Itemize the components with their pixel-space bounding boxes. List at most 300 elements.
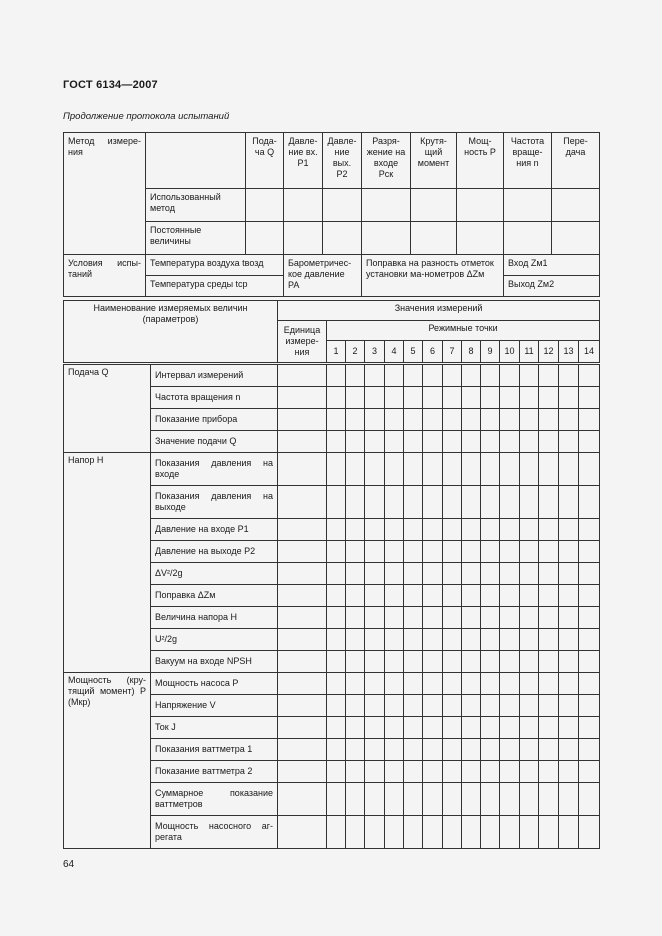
parameter-label: Частота вращения n — [151, 387, 278, 409]
value-cell — [327, 585, 346, 607]
value-cell — [327, 761, 346, 783]
value-cell — [462, 431, 481, 453]
value-cell — [385, 673, 404, 695]
value-cell — [481, 431, 500, 453]
value-cell — [520, 519, 539, 541]
value-cell — [462, 365, 481, 387]
value-cell — [423, 486, 443, 519]
value-cell — [365, 453, 385, 486]
value-cell — [481, 486, 500, 519]
value-cell — [559, 486, 579, 519]
value-cell — [365, 607, 385, 629]
value-cell — [423, 453, 443, 486]
parameter-label: Мощность насоса P — [151, 673, 278, 695]
value-cell — [500, 607, 520, 629]
value-cell — [365, 651, 385, 673]
value-cell — [346, 431, 365, 453]
value-cell — [443, 563, 462, 585]
value-cell — [539, 519, 559, 541]
value-cell — [539, 486, 559, 519]
value-cell — [443, 761, 462, 783]
value-cell — [423, 607, 443, 629]
value-cell — [443, 431, 462, 453]
value-cell — [327, 486, 346, 519]
value-cell — [327, 816, 346, 849]
value-cell — [559, 607, 579, 629]
value-cell — [462, 695, 481, 717]
value-cell — [404, 541, 423, 563]
parameter-label: Интервал измерений — [151, 365, 278, 387]
value-cell — [423, 651, 443, 673]
unit-cell — [278, 387, 327, 409]
value-cell — [500, 739, 520, 761]
value-cell — [346, 761, 365, 783]
unit-cell — [278, 629, 327, 651]
value-cell — [443, 739, 462, 761]
value-cell — [500, 519, 520, 541]
value-cell — [520, 409, 539, 431]
group-label: Напор H — [64, 453, 151, 673]
value-cell — [327, 563, 346, 585]
unit-cell — [278, 453, 327, 486]
mode-point-11: 11 — [520, 341, 539, 363]
value-cell — [443, 816, 462, 849]
unit-cell — [278, 519, 327, 541]
value-cell — [327, 739, 346, 761]
value-cell — [559, 783, 579, 816]
z-in: Вход Zм1 — [504, 255, 600, 276]
unit-cell — [278, 486, 327, 519]
unit-cell — [278, 739, 327, 761]
value-cell — [579, 563, 600, 585]
value-cell — [481, 365, 500, 387]
value-cell — [385, 519, 404, 541]
unit-cell — [278, 761, 327, 783]
value-cell — [404, 651, 423, 673]
value-cell — [423, 541, 443, 563]
unit-cell — [278, 607, 327, 629]
value-cell — [579, 607, 600, 629]
value-cell — [462, 541, 481, 563]
value-cell — [500, 431, 520, 453]
value-cell — [327, 409, 346, 431]
value-cell — [443, 629, 462, 651]
value-cell — [385, 651, 404, 673]
value-cell — [559, 453, 579, 486]
unit-cell — [278, 783, 327, 816]
value-cell — [443, 486, 462, 519]
value-cell — [559, 409, 579, 431]
value-cell — [462, 629, 481, 651]
value-cell — [481, 816, 500, 849]
value-cell — [500, 585, 520, 607]
value-cell — [404, 629, 423, 651]
value-cell — [500, 717, 520, 739]
value-cell — [385, 453, 404, 486]
value-cell — [404, 409, 423, 431]
mode-point-13: 13 — [559, 341, 579, 363]
unit-cell — [278, 717, 327, 739]
value-cell — [404, 453, 423, 486]
value-cell — [346, 585, 365, 607]
value-cell — [462, 651, 481, 673]
value-cell — [423, 629, 443, 651]
value-cell — [365, 783, 385, 816]
value-cell — [423, 816, 443, 849]
value-cell — [520, 717, 539, 739]
value-cell — [462, 387, 481, 409]
parameter-label: U²/2g — [151, 629, 278, 651]
value-cell — [500, 409, 520, 431]
row-label: Использованный метод — [146, 189, 246, 222]
value-cell — [481, 739, 500, 761]
value-cell — [579, 783, 600, 816]
value-cell — [423, 717, 443, 739]
value-cell — [404, 816, 423, 849]
value-cell — [404, 486, 423, 519]
value-cell — [481, 651, 500, 673]
value-cell — [423, 695, 443, 717]
unit-cell — [278, 673, 327, 695]
value-cell — [327, 541, 346, 563]
value-cell — [539, 431, 559, 453]
value-cell — [520, 486, 539, 519]
value-cell — [365, 816, 385, 849]
col-header: Пере-дача — [552, 133, 600, 189]
names-header: Наименование измеряемых величин (параметров) — [64, 301, 278, 363]
value-cell — [539, 695, 559, 717]
value-cell — [579, 651, 600, 673]
value-cell — [443, 783, 462, 816]
value-cell — [404, 365, 423, 387]
value-cell — [365, 673, 385, 695]
unit-cell — [278, 431, 327, 453]
value-cell — [559, 695, 579, 717]
value-cell — [462, 673, 481, 695]
parameter-label: Показания давления на выходе — [151, 486, 278, 519]
unit-header: Единица измере-ния — [278, 321, 327, 363]
value-cell — [443, 651, 462, 673]
mode-point-8: 8 — [462, 341, 481, 363]
unit-cell — [278, 651, 327, 673]
measurement-header-table — [63, 300, 600, 363]
col-header: Мощ-ность P — [457, 133, 504, 189]
value-cell — [481, 673, 500, 695]
value-cell — [539, 607, 559, 629]
value-cell — [327, 431, 346, 453]
value-cell — [346, 486, 365, 519]
parameter-label: Показания давления на входе — [151, 453, 278, 486]
parameter-label: Показание ваттметра 2 — [151, 761, 278, 783]
value-cell — [385, 563, 404, 585]
mode-point-9: 9 — [481, 341, 500, 363]
value-cell — [559, 519, 579, 541]
value-cell — [539, 717, 559, 739]
value-cell — [462, 783, 481, 816]
value-cell — [423, 585, 443, 607]
value-cell — [327, 783, 346, 816]
value-cell — [443, 695, 462, 717]
value-cell — [520, 541, 539, 563]
value-cell — [539, 541, 559, 563]
value-cell — [579, 519, 600, 541]
value-cell — [462, 409, 481, 431]
unit-cell — [278, 816, 327, 849]
value-cell — [423, 431, 443, 453]
parameter-label: Суммарное показание ваттметров — [151, 783, 278, 816]
value-cell — [500, 541, 520, 563]
table-row — [64, 365, 600, 387]
value-cell — [385, 486, 404, 519]
value-cell — [365, 695, 385, 717]
value-cell — [462, 585, 481, 607]
value-cell — [579, 387, 600, 409]
value-cell — [559, 541, 579, 563]
value-cell — [520, 739, 539, 761]
table-row — [64, 453, 600, 486]
parameter-label: Давление на входе P1 — [151, 519, 278, 541]
value-cell — [443, 673, 462, 695]
value-cell — [365, 717, 385, 739]
value-cell — [327, 717, 346, 739]
value-cell — [481, 541, 500, 563]
value-cell — [346, 453, 365, 486]
value-cell — [443, 717, 462, 739]
value-cell — [327, 365, 346, 387]
unit-cell — [278, 695, 327, 717]
value-cell — [462, 453, 481, 486]
value-cell — [520, 607, 539, 629]
value-cell — [346, 783, 365, 816]
value-cell — [481, 453, 500, 486]
value-cell — [579, 739, 600, 761]
air-temp: Температура воздуха tвозд — [146, 255, 284, 276]
value-cell — [327, 695, 346, 717]
mode-point-12: 12 — [539, 341, 559, 363]
modes-header: Режимные точки — [327, 321, 600, 341]
value-cell — [462, 607, 481, 629]
mode-point-5: 5 — [404, 341, 423, 363]
parameter-label: Значение подачи Q — [151, 431, 278, 453]
parameter-label: Величина напора H — [151, 607, 278, 629]
method-label: Метод измере-ния — [64, 133, 146, 255]
value-cell — [385, 585, 404, 607]
table-row — [64, 673, 600, 695]
value-cell — [423, 519, 443, 541]
col-header: Разря-жение на входе Pск — [362, 133, 411, 189]
z-out: Выход Zм2 — [504, 276, 600, 297]
value-cell — [520, 651, 539, 673]
mode-point-6: 6 — [423, 341, 443, 363]
value-cell — [579, 695, 600, 717]
value-cell — [365, 409, 385, 431]
value-cell — [404, 783, 423, 816]
value-cell — [346, 409, 365, 431]
value-cell — [481, 563, 500, 585]
value-cell — [539, 783, 559, 816]
mode-point-14: 14 — [579, 341, 600, 363]
value-cell — [500, 783, 520, 816]
value-cell — [520, 816, 539, 849]
value-cell — [539, 629, 559, 651]
document-subtitle: Продолжение протокола испытаний — [63, 111, 230, 122]
parameter-label: Ток J — [151, 717, 278, 739]
value-cell — [365, 563, 385, 585]
value-cell — [579, 365, 600, 387]
value-cell — [346, 695, 365, 717]
value-cell — [579, 409, 600, 431]
value-cell — [481, 629, 500, 651]
value-cell — [346, 541, 365, 563]
value-cell — [539, 761, 559, 783]
value-cell — [520, 585, 539, 607]
value-cell — [579, 673, 600, 695]
value-cell — [462, 739, 481, 761]
value-cell — [327, 673, 346, 695]
value-cell — [481, 695, 500, 717]
value-cell — [520, 761, 539, 783]
value-cell — [385, 761, 404, 783]
value-cell — [385, 541, 404, 563]
value-cell — [327, 651, 346, 673]
value-cell — [385, 365, 404, 387]
value-cell — [423, 387, 443, 409]
value-cell — [346, 607, 365, 629]
value-cell — [365, 365, 385, 387]
col-header: Давле-ние вых. P2 — [323, 133, 362, 189]
value-cell — [423, 563, 443, 585]
value-cell — [520, 629, 539, 651]
value-cell — [500, 453, 520, 486]
value-cell — [404, 695, 423, 717]
value-cell — [365, 585, 385, 607]
value-cell — [462, 563, 481, 585]
parameter-label: Показания ваттметра 1 — [151, 739, 278, 761]
value-cell — [500, 365, 520, 387]
value-cell — [346, 717, 365, 739]
value-cell — [346, 629, 365, 651]
values-header: Значения измерений — [278, 301, 600, 321]
value-cell — [579, 541, 600, 563]
value-cell — [559, 563, 579, 585]
value-cell — [423, 365, 443, 387]
value-cell — [462, 816, 481, 849]
value-cell — [327, 387, 346, 409]
value-cell — [462, 717, 481, 739]
value-cell — [520, 453, 539, 486]
value-cell — [365, 431, 385, 453]
value-cell — [404, 673, 423, 695]
value-cell — [385, 607, 404, 629]
parameter-label: Вакуум на входе NPSH — [151, 651, 278, 673]
value-cell — [481, 607, 500, 629]
conditions-label: Условия испы-таний — [64, 255, 146, 297]
value-cell — [579, 629, 600, 651]
empty-cell — [146, 133, 246, 189]
value-cell — [559, 585, 579, 607]
value-cell — [500, 673, 520, 695]
value-cell — [404, 585, 423, 607]
value-cell — [404, 717, 423, 739]
value-cell — [404, 431, 423, 453]
value-cell — [443, 365, 462, 387]
value-cell — [327, 519, 346, 541]
value-cell — [481, 783, 500, 816]
value-cell — [579, 717, 600, 739]
value-cell — [539, 585, 559, 607]
value-cell — [462, 519, 481, 541]
value-cell — [365, 629, 385, 651]
mode-point-2: 2 — [346, 341, 365, 363]
value-cell — [346, 519, 365, 541]
value-cell — [559, 761, 579, 783]
value-cell — [539, 816, 559, 849]
value-cell — [423, 761, 443, 783]
value-cell — [520, 431, 539, 453]
value-cell — [500, 761, 520, 783]
value-cell — [500, 387, 520, 409]
value-cell — [346, 816, 365, 849]
value-cell — [385, 629, 404, 651]
value-cell — [579, 486, 600, 519]
value-cell — [500, 629, 520, 651]
mode-point-1: 1 — [327, 341, 346, 363]
col-header: Пода-ча Q — [246, 133, 284, 189]
value-cell — [539, 563, 559, 585]
value-cell — [346, 739, 365, 761]
value-cell — [539, 409, 559, 431]
value-cell — [520, 387, 539, 409]
value-cell — [579, 431, 600, 453]
value-cell — [385, 431, 404, 453]
parameter-label: Напряжение V — [151, 695, 278, 717]
parameter-label: Давление на выходе P2 — [151, 541, 278, 563]
page-number: 64 — [63, 859, 75, 870]
parameter-label: Показание прибора — [151, 409, 278, 431]
value-cell — [423, 783, 443, 816]
measurement-body-table — [63, 364, 600, 849]
env-temp: Температура среды tср — [146, 276, 284, 297]
value-cell — [500, 816, 520, 849]
value-cell — [385, 387, 404, 409]
value-cell — [520, 365, 539, 387]
value-cell — [559, 717, 579, 739]
value-cell — [520, 695, 539, 717]
value-cell — [559, 673, 579, 695]
value-cell — [365, 519, 385, 541]
value-cell — [385, 739, 404, 761]
value-cell — [443, 453, 462, 486]
value-cell — [404, 563, 423, 585]
value-cell — [404, 761, 423, 783]
value-cell — [481, 585, 500, 607]
value-cell — [539, 365, 559, 387]
col-header: Давле-ние вх. P1 — [284, 133, 323, 189]
value-cell — [346, 673, 365, 695]
value-cell — [559, 816, 579, 849]
value-cell — [385, 783, 404, 816]
value-cell — [443, 387, 462, 409]
value-cell — [365, 541, 385, 563]
unit-cell — [278, 541, 327, 563]
mode-point-10: 10 — [500, 341, 520, 363]
value-cell — [346, 387, 365, 409]
group-label: Мощность (кру-тящий момент) P (Mкр) — [64, 673, 151, 849]
document-header: ГОСТ 6134—2007 — [63, 79, 158, 91]
value-cell — [539, 739, 559, 761]
value-cell — [539, 453, 559, 486]
value-cell — [559, 431, 579, 453]
